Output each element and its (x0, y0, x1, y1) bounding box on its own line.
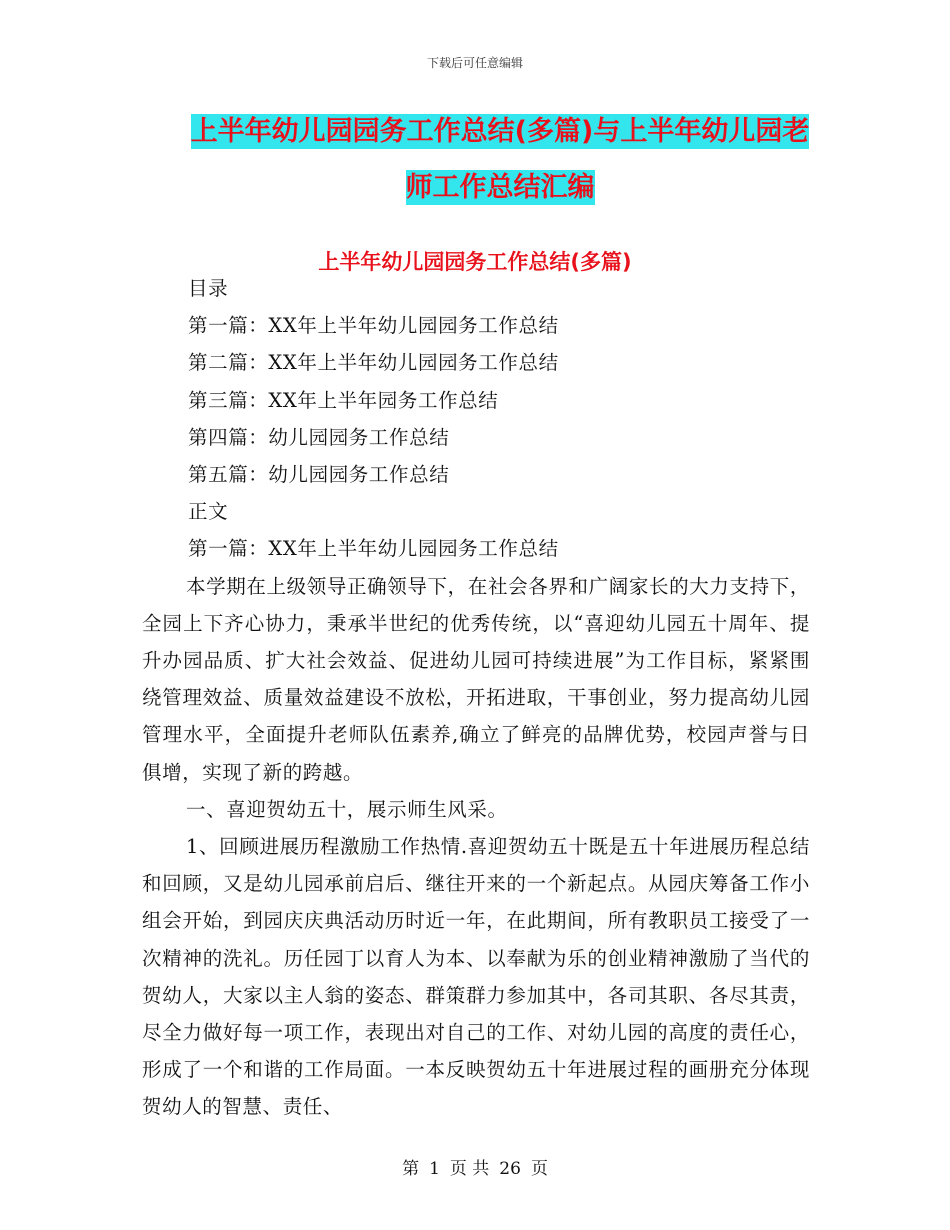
toc-item-5: 第五篇：幼儿园园务工作总结 (188, 463, 450, 487)
chapter-heading: 第一篇：XX年上半年幼儿园园务工作总结 (188, 537, 559, 561)
paragraph-intro: 本学期在上级领导正确领导下，在社会各界和广阔家长的大力支持下，全园上下齐心协力，秉承半世纪的优秀传统，以“喜迎幼儿园五十周年、提升办园品质、扩大社会效益、促进幼儿园可持续进展”为工作目标，紧紧围绕管理效益、质量效益建设不放松，开拓进取，干事创业，努力提高幼儿园管理水平，全面提升老师队伍素养,确立了鲜亮的品牌优势，校园声誉与日俱增，实现了新的跨越。 (142, 574, 810, 784)
toc-item-3: 第三篇：XX年上半年园务工作总结 (188, 388, 499, 412)
header-note: 下载后可任意编辑 (426, 56, 523, 70)
page-current-number: 1 (429, 1159, 440, 1179)
toc-item-1: 第一篇：XX年上半年幼儿园园务工作总结 (188, 314, 559, 338)
page-footer (0, 1154, 950, 1179)
document-title (180, 104, 820, 216)
section-subtitle: 上半年幼儿园园务工作总结(多篇) (318, 250, 632, 274)
paragraph-point-1: 1、回顾进展历程激励工作热情.喜迎贺幼五十既是五十年进展历程总结和回顾，又是幼儿园承前启后、继往开来的一个新起点。从园庆筹备工作小组会开始，到园庆庆典活动历时近一年，在此期间，所有教职员工接受了一次精神的洗礼。历任园丁以育人为本、以奉献为乐的创业精神激励了当代的贺幼人，大家以主人翁的姿态、群策群力参加其中，各司其职、各尽其责，尽全力做好每一项工作，表现出对自己的工作、对幼儿园的高度的责任心，形成了一个和谐的工作局面。一本反映贺幼五十年进展过程的画册充分体现贺幼人的智慧、责任、 (142, 835, 810, 1119)
page-total-number: 26 (499, 1159, 521, 1179)
page-label-prefix: 第 (402, 1159, 420, 1179)
page-label-suffix: 页 (530, 1159, 548, 1179)
toc-heading: 目录 (188, 277, 229, 300)
body-heading: 正文 (188, 500, 229, 524)
document-body (142, 270, 810, 1126)
document-title-text: 上半年幼儿园园务工作总结(多篇)与上半年幼儿园老师工作总结汇编 (190, 116, 810, 203)
paragraph-section-heading: 一、喜迎贺幼五十，展示师生风采。 (186, 797, 508, 821)
page-label-mid: 页 共 (449, 1159, 490, 1179)
toc-item-4: 第四篇：幼儿园园务工作总结 (188, 425, 450, 449)
toc-item-2: 第二篇：XX年上半年幼儿园园务工作总结 (188, 351, 559, 375)
